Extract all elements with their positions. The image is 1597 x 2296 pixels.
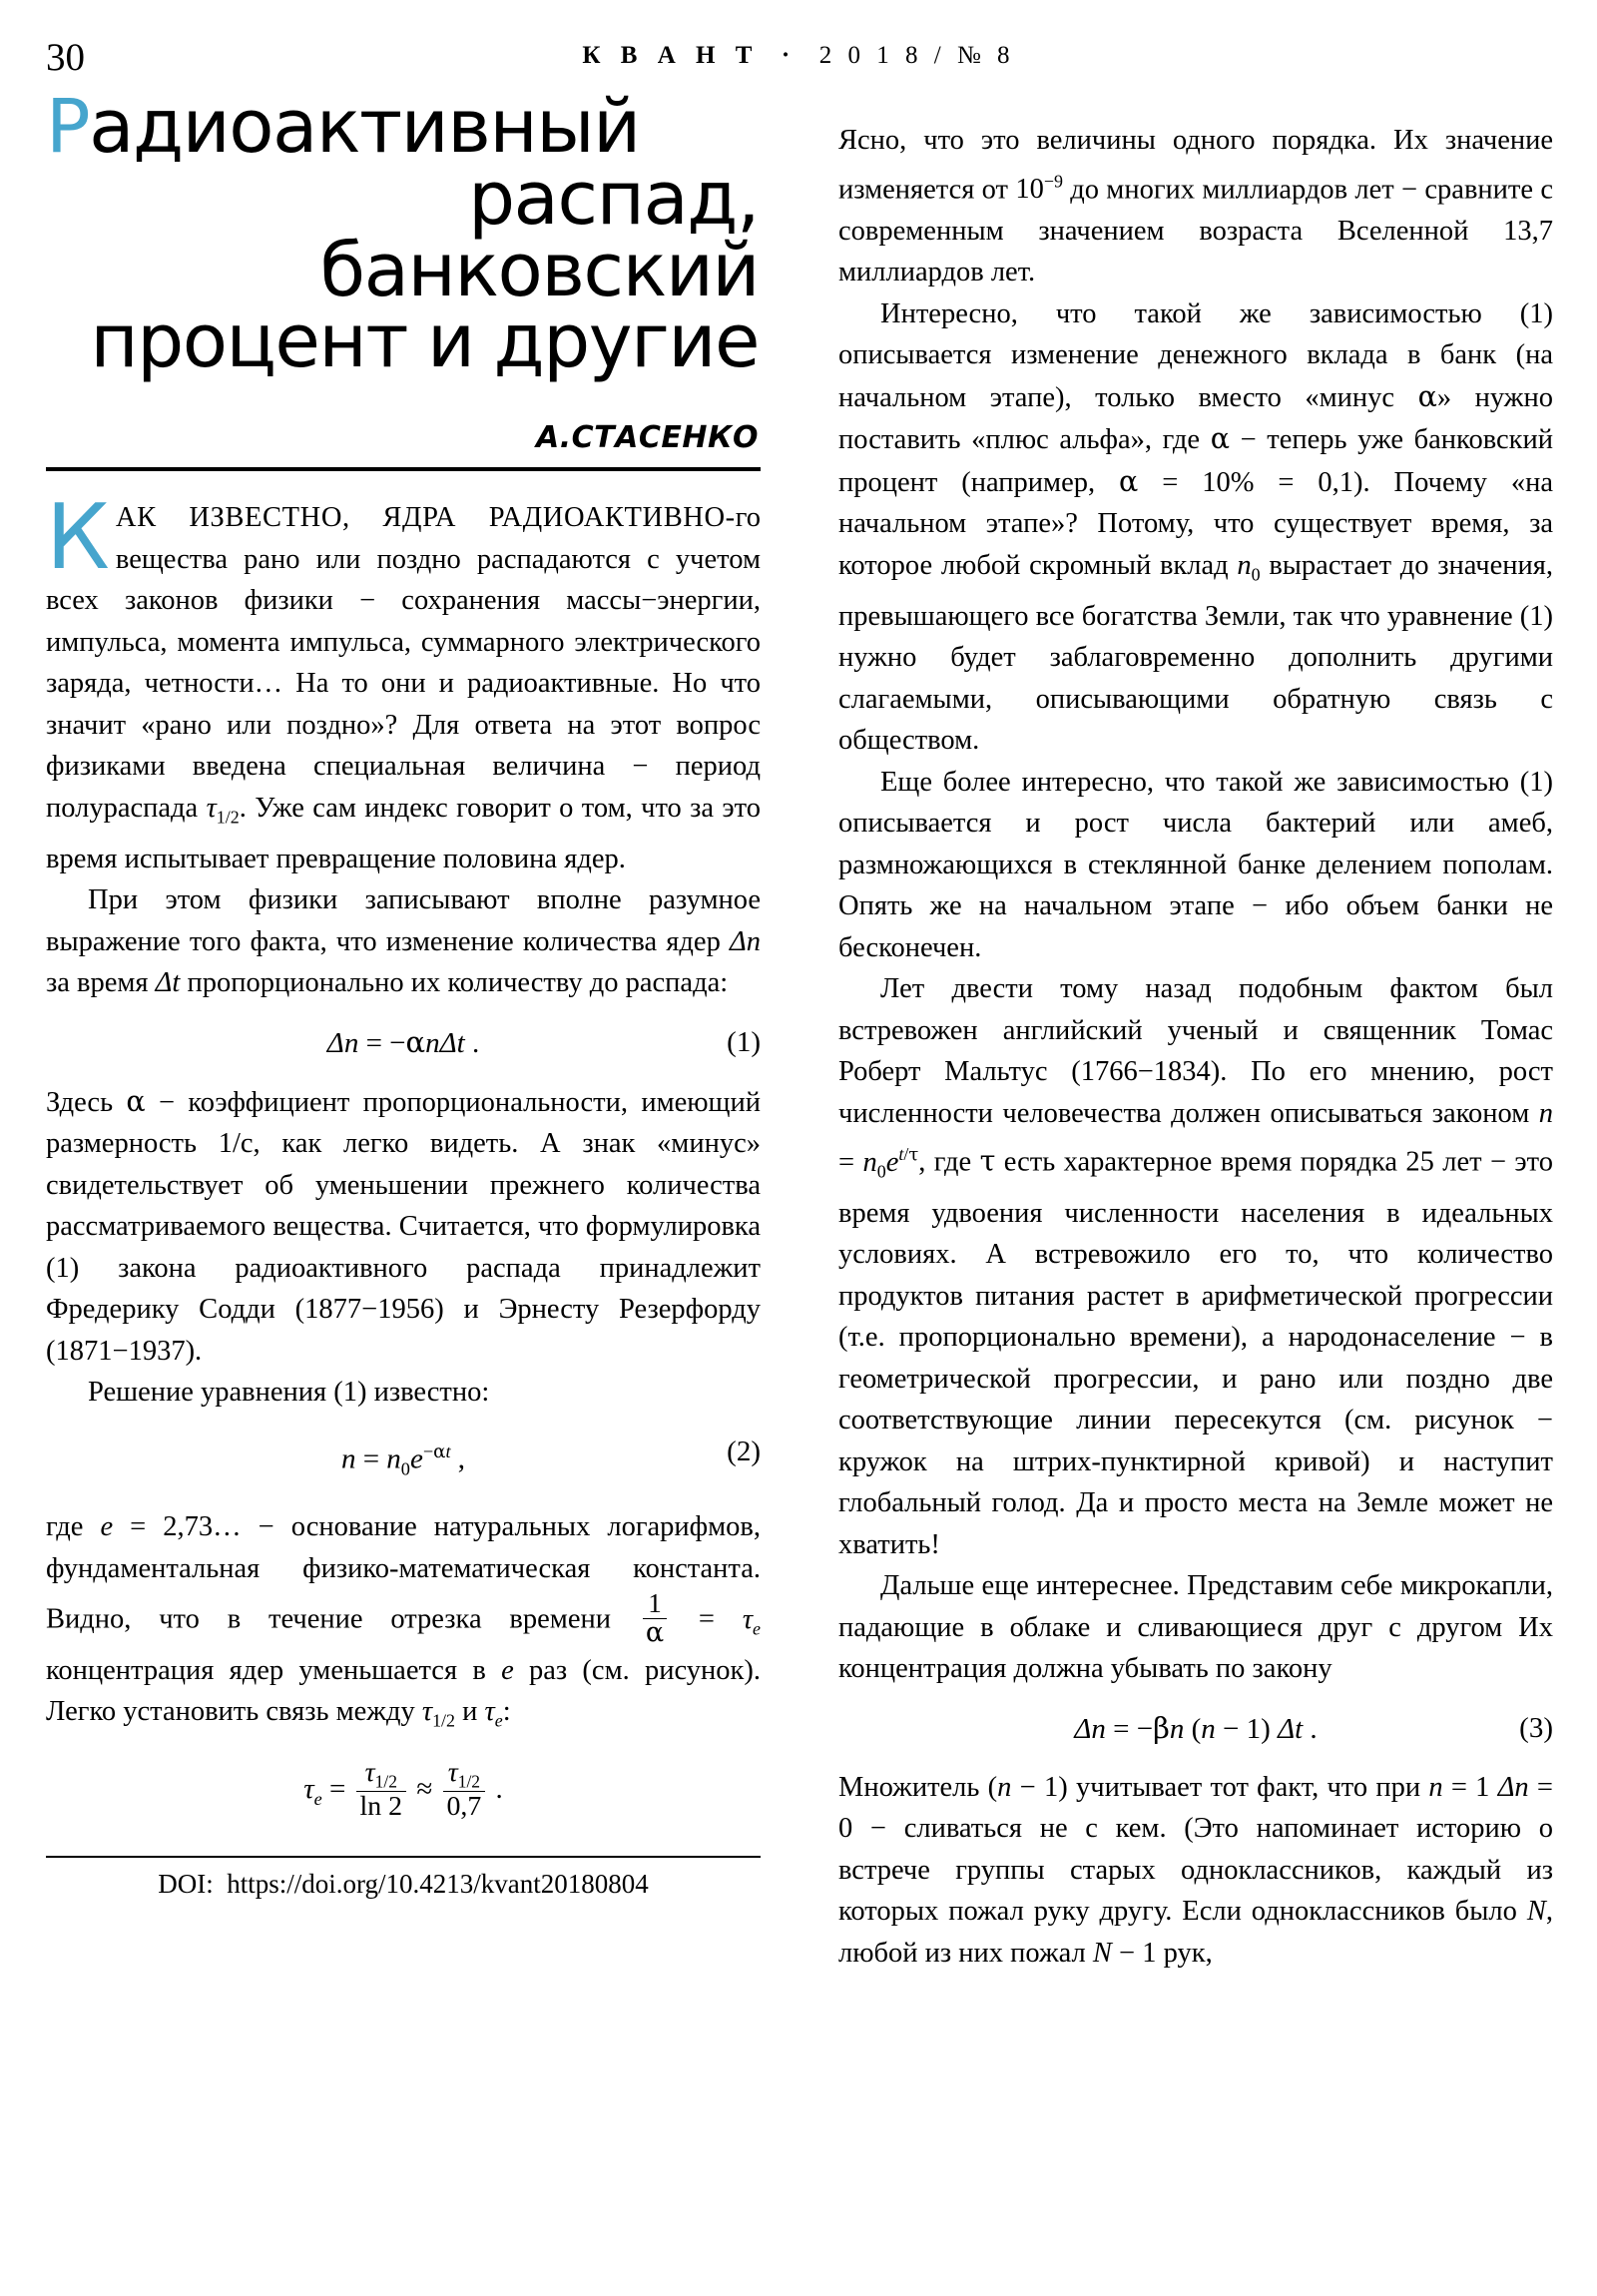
equation-1 bbox=[46, 1014, 761, 1071]
r-paragraph-5: Дальше еще интереснее. Представим себе микрокапли, падающие в облаке и сливающиеся друг с другом Их концентрация должна убывать по закону bbox=[838, 1570, 1553, 1685]
equation-1-body: Δn = −αnΔt . bbox=[326, 1024, 480, 1059]
p2-b: за время bbox=[46, 967, 156, 999]
equation-3-body: Δn = −βn (n − 1) Δt . bbox=[1074, 1710, 1318, 1745]
paragraph-3 bbox=[46, 1081, 761, 1373]
r-p1-b: до многих миллиардов лет − сравните с современным значением возраста Вселенной 13,7 миллиардов лет. bbox=[838, 174, 1553, 287]
malthus-equation-inline: $n = n_0e^{t/\tau}$ bbox=[838, 1097, 1553, 1182]
r-p1-a: Ясно, что это величины одного порядка. Их значение изменяется от bbox=[838, 125, 1553, 205]
tau-inline: τ bbox=[979, 1144, 996, 1178]
unit-inline: 1/c bbox=[218, 1128, 254, 1160]
doi-url[interactable]: https://doi.org/10.4213/kvant20180804 bbox=[227, 1869, 649, 1900]
journal-header bbox=[0, 42, 1597, 70]
title-line-1-rest: адиоактивный bbox=[89, 84, 640, 170]
tau-e-inline-1: $\tau_e$ bbox=[742, 1603, 761, 1639]
r-p4-a: Лет двести тому назад подобным фактом был встревожен английский ученый и священник Томас Роберт Мальтус (1766−1834). По его мнению, рост численности человечества должен описываться законом bbox=[838, 973, 1553, 1129]
e-inline-2: e bbox=[501, 1654, 514, 1686]
p5-b: = 2,73… − основание натуральных логарифмов, фундаментальная физико-математическая константа. Видно, что в течение отрезка времени bbox=[46, 1511, 762, 1635]
equation-3-tag: (3) bbox=[1519, 1711, 1553, 1744]
doi-footer bbox=[46, 1856, 761, 1904]
delta-n-inline: Δn bbox=[730, 925, 761, 957]
r-paragraph-6 bbox=[838, 1767, 1553, 1975]
p5-eq: = bbox=[671, 1603, 743, 1635]
N-inline-1: N bbox=[1526, 1896, 1546, 1928]
running-head bbox=[0, 38, 1597, 78]
fraction-tau-over-ln2 bbox=[356, 1758, 407, 1823]
equation-2-body: $n = n_0e^{-\alpha t}$ , bbox=[340, 1440, 466, 1479]
r-p6-e: , любой из них пожал bbox=[838, 1896, 1553, 1969]
equation-1-tag: (1) bbox=[727, 1025, 761, 1058]
alpha-inline-4: α bbox=[1119, 464, 1139, 498]
p5-and: и bbox=[455, 1696, 485, 1728]
r-p2-e: вырастает до значения, превышающего все богатства Земли, так что уравнение (1) нужно будет заблаговременно дополнить другими слагаемыми, описывающими обратную связь с обществом. bbox=[838, 549, 1553, 757]
r-p2-a: Интересно, что такой же зависимостью (1) описывается изменение денежного вклада в банк (на начальном этапе), только вместо «минус bbox=[838, 297, 1553, 413]
tau-num-1: $\tau_{1/2}$ bbox=[364, 1756, 397, 1792]
fraction-tau-over-07 bbox=[443, 1758, 486, 1823]
header-separator: · bbox=[781, 42, 798, 69]
r-p6-a: Множитель bbox=[838, 1771, 988, 1803]
r-paragraph-1 bbox=[838, 120, 1553, 293]
delta-t-inline: Δt bbox=[155, 967, 181, 999]
equation-3 bbox=[838, 1700, 1553, 1757]
doi-divider bbox=[46, 1856, 761, 1858]
r-paragraph-2 bbox=[838, 293, 1553, 762]
p2-c: пропорционально их количеству до распада: bbox=[180, 967, 729, 999]
drop-cap: К bbox=[46, 485, 110, 591]
r-p6-c: = 1 bbox=[1442, 1771, 1498, 1803]
tau-half-inline-2: $\tau_{1/2}$ bbox=[421, 1696, 455, 1732]
alpha-inline-1: α bbox=[126, 1084, 146, 1118]
paragraph-5 bbox=[46, 1506, 761, 1742]
r-p2-c: − теперь уже банковский процент (например, bbox=[838, 424, 1553, 498]
r-p6-b: учитывает тот факт, что при bbox=[1067, 1771, 1429, 1803]
p5-d: раз (см. рисунок). Легко установить связь между bbox=[46, 1654, 761, 1728]
p2-a: При этом физики записывают вполне разумное выражение того факта, что изменение количества ядер bbox=[46, 884, 761, 957]
p5-a: где bbox=[46, 1511, 101, 1543]
n-inline: n bbox=[1428, 1771, 1443, 1803]
tau-half-inline: $\tau_{1/2}$ bbox=[206, 792, 240, 828]
p5-end: : bbox=[502, 1696, 511, 1728]
r-paragraph-3: Еще более интересно, что такой же зависимостью (1) описывается и рост числа бактерий или амеб, размножающихся в стеклянной банке делением пополам. Опять же на начальном этапе − ибо объем банки не бесконечен. bbox=[838, 766, 1553, 963]
doi-line bbox=[46, 1864, 761, 1904]
lead-tail: . Уже сам индекс говорит о том, что за это время испытывает превращение половина ядер. bbox=[46, 792, 761, 874]
equation-tau-relation bbox=[46, 1753, 761, 1835]
n0-inline-1: $n_0$ bbox=[1237, 549, 1261, 585]
tau-e-inline-2: $\tau_e$ bbox=[484, 1696, 503, 1732]
p3-c: , как легко видеть. А знак «минус» свидетельствует об уменьшении прежнего количества рассматриваемого вещества. Считается, что формулировка (1) закона радиоактивного распада принадлежит Фредерику Содди (1877−1956) и Эрнесту Резерфорду (1871−1937). bbox=[46, 1128, 761, 1367]
p3-a: Здесь bbox=[46, 1086, 127, 1118]
lead-smallcaps: АК ИЗВЕСТНО, ЯДРА РАДИОАКТИВНО- bbox=[115, 502, 736, 534]
article-title bbox=[46, 84, 761, 385]
e-inline-1: e bbox=[100, 1511, 114, 1543]
equation-2 bbox=[46, 1424, 761, 1496]
fraction-denominator: α bbox=[643, 1618, 667, 1647]
r-p4-b: , где bbox=[918, 1146, 980, 1178]
left-column bbox=[46, 84, 762, 1904]
n-minus-one-inline: (n − 1) bbox=[987, 1771, 1068, 1803]
alpha-inline-3: α bbox=[1210, 422, 1230, 455]
r-p2-b: » нужно поставить «плюс альфа», где bbox=[838, 381, 1553, 455]
doi-label: DOI: bbox=[158, 1869, 214, 1900]
issue-label: 2 0 1 8 / № 8 bbox=[818, 42, 1015, 69]
title-line-1 bbox=[46, 84, 759, 170]
fraction-numerator: 1 bbox=[648, 1588, 662, 1619]
page-number: 30 bbox=[46, 36, 85, 79]
lead-paragraph bbox=[46, 485, 761, 879]
lead-body: го вещества рано или поздно распадаются с учетом всех законов физики − сохранения массы−энергии, импульса, момента импульса, суммарного электрического заряда, четности… На то они и радиоактивные. Но что значит «рано или поздно»? Для ответа на этот вопрос физиками введена специальная величина − период полураспада bbox=[46, 502, 761, 824]
tau-num-2: $\tau_{1/2}$ bbox=[447, 1756, 481, 1792]
fraction-one-over-alpha bbox=[643, 1589, 667, 1647]
p3-b: − коэффициент пропорциональности, имеющий размерность bbox=[46, 1086, 762, 1160]
r-paragraph-4 bbox=[838, 968, 1553, 1565]
title-line-3: банковский bbox=[319, 227, 759, 313]
title-line-2: распад, bbox=[468, 155, 759, 242]
author-byline: А.СТАСЕНКО bbox=[536, 420, 759, 456]
title-line-4: процент и другие bbox=[90, 298, 759, 385]
zeroseven-den: 0,7 bbox=[443, 1791, 486, 1822]
ten-power: $10^{-9}$ bbox=[1015, 171, 1063, 205]
r-p2-d: = 10% = 0,1). Почему «на начальном этапе»? Потому, что существует время, за которое любой скромный вклад bbox=[838, 466, 1553, 581]
r-p6-d: = 0 − сливаться не с кем. (Это напоминает историю о встрече группы старых одноклассников, каждый из которых пожал руку другу. Если одноклассников было bbox=[838, 1771, 1553, 1928]
right-column bbox=[838, 120, 1553, 1974]
p5-c: концентрация ядер уменьшается в bbox=[46, 1654, 502, 1686]
paragraph-2 bbox=[46, 879, 761, 1004]
journal-name: К В А Н Т bbox=[582, 42, 760, 69]
title-divider bbox=[46, 467, 761, 471]
equation-tau-body: $\tau_e$ = $\frac{\tau_{1/2}}{\ln 2}$ ≈ $\frac{\tau_{1/2}}{0,7}$ . bbox=[303, 1756, 503, 1823]
equation-2-tag: (2) bbox=[727, 1435, 761, 1467]
ln2-den: ln 2 bbox=[356, 1791, 407, 1822]
N-inline-2: N bbox=[1092, 1937, 1112, 1969]
paragraph-4: Решение уравнения (1) известно: bbox=[88, 1377, 490, 1409]
r-p6-f: − 1 рук, bbox=[1111, 1937, 1213, 1969]
alpha-inline-2: α bbox=[1417, 379, 1437, 413]
title-initial: Р bbox=[46, 84, 90, 170]
r-p4-c: есть характерное время порядка 25 лет − это время удвоения численности населения в идеальных условиях. А встревожило его то, что количество продуктов питания растет в арифметической прогрессии (т.е. пропорционально времени), а народонаселение − в геометрической прогрессии, и рано или поздно две соответствующие линии пересекутся (см. рисунок − кружок на штрих-пунктирной кривой) и наступит глобальный голод. Да и просто места на Земле может не хватить! bbox=[838, 1146, 1553, 1560]
delta-n-inline-2: Δn bbox=[1497, 1771, 1529, 1803]
